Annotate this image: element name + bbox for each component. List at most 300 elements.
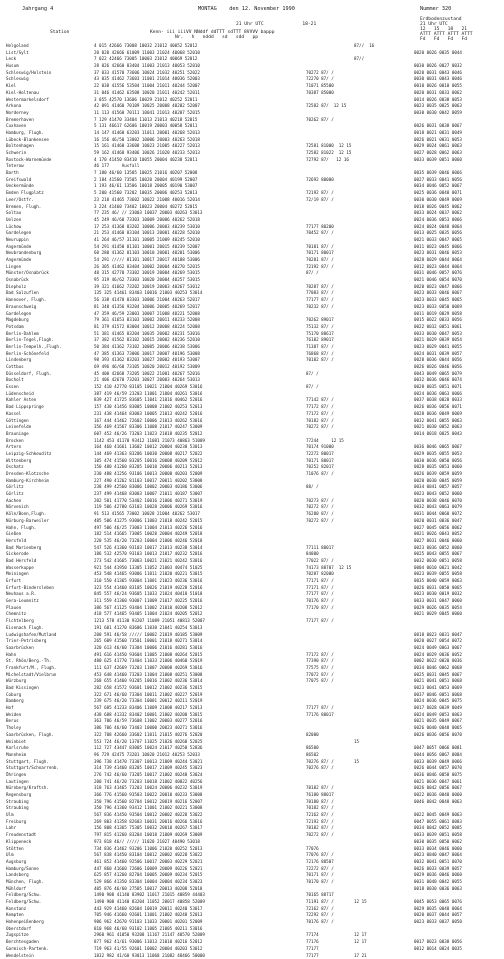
table-row xyxy=(6,444,502,451)
station-name: Cuxhaven xyxy=(6,123,92,130)
synop-group-section3: 70262 87/ / xyxy=(306,117,334,124)
synop-group-main: 77 235 46/ // 23003 10037 20003 40263 53013 xyxy=(94,210,202,217)
table-row xyxy=(6,799,502,806)
table-row xyxy=(6,792,502,799)
synop-group-main: 921 544 41950 13305 11052 21003 40474 51025 xyxy=(94,565,202,572)
synop-group-main: 453 648 41460 73203 11004 21008 40251 53008 xyxy=(94,672,202,679)
soil-temperatures: 0002 0022 0020 0036 xyxy=(414,658,462,665)
table-row xyxy=(6,404,502,411)
soil-temperatures: 0018 0026 0045 0062 xyxy=(414,204,462,211)
station-name: Göttingen xyxy=(6,418,92,425)
station-name: Bocholt xyxy=(6,377,92,384)
synop-group-main: 396 738 41470 73307 10013 21009 40244 53021 xyxy=(94,759,202,766)
table-row xyxy=(6,90,502,97)
station-name: Straubing xyxy=(6,799,92,806)
table-row xyxy=(6,117,502,124)
soil-temperatures: 0023 0035 0025 0063 xyxy=(414,103,462,110)
soil-temperatures: 0029 0024 0061 0063 xyxy=(414,143,462,150)
station-name: Plauen xyxy=(6,605,92,612)
station-name: Leipzig-Schkeuditz xyxy=(6,451,92,458)
synop-group-section3: 77171 87/ / xyxy=(306,585,334,592)
synop-group-main: 227 490 41262 81103 10017 20011 40202 53008 xyxy=(94,478,202,485)
soil-temperatures: 0031 0044 0060 0072 xyxy=(414,511,462,518)
synop-group-main: 182 514 41665 73005 10028 20004 40249 52018 xyxy=(94,531,202,538)
table-row xyxy=(6,953,502,959)
synop-group-main: 16 156 46/50 13002 10006 20003 40263 52018 xyxy=(94,137,200,144)
station-name: Oberstdorf xyxy=(6,926,92,933)
synop-group-main: 56 338 41470 83303 10006 21004 40263 52017 xyxy=(94,297,200,304)
soil-temperatures: 0031 0046 0057 0076 xyxy=(414,270,462,277)
table-row xyxy=(6,665,502,672)
table-row xyxy=(6,926,502,933)
station-name: Lingen xyxy=(6,264,92,271)
soil-temperatures: 0035 0039 0046 0066 xyxy=(414,170,462,177)
synop-group-section3: 77171 87/ / xyxy=(306,578,334,585)
station-name: Görlitz xyxy=(6,491,92,498)
station-name: Stötten xyxy=(6,846,92,853)
soil-temperatures: 0028 0035 0051 0071 xyxy=(414,384,462,391)
synop-group-section3: 87/ / xyxy=(306,384,319,391)
synop-group-main: 2960 961 41050 93208 11167 21147 40570 52009 xyxy=(94,932,205,939)
synop-group-main: 21 253 41460 83104 10013 20001 40228 52010 xyxy=(94,230,200,237)
synop-group-section3: 70174 91000 xyxy=(306,444,334,451)
table-row xyxy=(6,217,502,224)
soil-temperatures: 0023 0041 0053 0069 xyxy=(414,685,462,692)
soil-temperatures: 0024 0024 0048 0064 xyxy=(414,224,462,231)
table-row xyxy=(6,150,502,157)
station-name: Wasserkuppe xyxy=(6,565,92,572)
station-name: Fichtelberg xyxy=(6,618,92,625)
synop-group-main: 28 026 42660 83404 11003 21013 40053 52010 xyxy=(94,63,200,70)
soil-temperatures: 0046 0042 0048 0063 xyxy=(414,799,462,806)
station-name: Arkona xyxy=(6,103,92,110)
issue-number: Nummer 320 xyxy=(420,6,451,12)
station-name: Bad Kissingen xyxy=(6,685,92,692)
soil-temperatures: 0028 0029 0044 0064 xyxy=(414,257,462,264)
synop-group-section3: 86500 xyxy=(306,745,319,752)
synop-group-main: 156 808 41365 75305 10032 20010 40267 53017 xyxy=(94,825,202,832)
synop-group-main: 1490 908 41140 83902 11017 21015 40859 44403 xyxy=(94,892,205,899)
synop-group-main: 405 876 46/60 27505 10017 20013 40208 52018 xyxy=(94,886,202,893)
table-row xyxy=(6,672,502,679)
soil-temperatures: 0018 0023 0031 0047 xyxy=(414,632,462,639)
synop-group-section3: 75132 87/ / xyxy=(306,324,334,331)
table-row xyxy=(6,357,502,364)
synop-group-section3: 77177 80200 xyxy=(306,224,334,231)
station-name: Osnabrück xyxy=(6,277,92,284)
station-name: Münster/Osnabrück xyxy=(6,270,92,277)
soil-temperatures: 0023 0039 0055 0058 xyxy=(414,571,462,578)
synop-group-main: 480 625 41770 73404 11033 21006 40460 52019 xyxy=(94,658,202,665)
soil-temperatures: 0021 0033 0047 0065 xyxy=(414,237,462,244)
table-row xyxy=(6,705,502,712)
table-row xyxy=(6,732,502,739)
synop-group-main: 144 469 41363 83206 10030 20008 40217 52022 xyxy=(94,451,202,458)
synop-group-section3: 70182 87/ / xyxy=(306,418,334,425)
synop-group-main: 497 506 46/25 73003 11004 21013 40226 52016 xyxy=(94,525,202,532)
station-name: Kassel xyxy=(6,411,92,418)
station-name: Lautingen xyxy=(6,779,92,786)
synop-group-section3: 88/ / xyxy=(306,484,319,491)
table-row xyxy=(6,257,502,264)
synop-group-main: 2 184 41560 73505 10020 20004 40199 52007 xyxy=(94,177,197,184)
synop-group-main: 230 488 41256 93106 10013 20008 40203 52009 xyxy=(94,471,202,478)
table-row xyxy=(6,698,502,705)
synop-group-section3: 77575 87/ / xyxy=(306,665,334,672)
table-row xyxy=(6,63,502,70)
synop-group-section3: 70276 87/ / xyxy=(306,759,334,766)
station-name: Karlsruhe xyxy=(6,745,92,752)
synop-group-main: 47 385 41363 73006 10017 20007 40196 53008 xyxy=(94,351,200,358)
soil-temperatures: 0026 0039 0059 0059 xyxy=(414,471,462,478)
synop-group-section3: 70452 87/ / xyxy=(306,230,334,237)
table-row xyxy=(6,932,502,939)
synop-group-main: 26 305 41462 83404 10002 20004 40270 52015 xyxy=(94,264,200,271)
station-name: Hof xyxy=(6,705,92,712)
table-row xyxy=(6,491,502,498)
synop-group-section3: 70182 87/ / xyxy=(306,785,334,792)
remark-hours: 17 21 xyxy=(354,953,367,959)
table-row xyxy=(6,611,502,618)
synop-group-main: 491 616 41450 93604 11005 21008 40264 52015 xyxy=(94,652,202,659)
soil-temperatures: 0033 0030 0047 0053 xyxy=(414,331,462,338)
synop-group-section3: 70171 80017 xyxy=(306,250,334,257)
station-column-header: Station xyxy=(50,30,69,35)
table-row xyxy=(6,525,502,532)
synop-group-main: 200 741 46/20 73203 10018 21002 40022 40256 xyxy=(94,779,202,786)
synop-group-main: 356 469 41567 83306 11008 21017 40247 53009 xyxy=(94,424,202,431)
table-row xyxy=(6,391,502,398)
temp-column-subheader: Fd Fd Fd Fd xyxy=(420,37,467,42)
synop-group-main: 46 177 Ausfall xyxy=(94,163,139,170)
synop-group-main: 986 962 42670 91103 11033 20001 40201 52009 xyxy=(94,919,202,926)
synop-group-section3: 87/ / xyxy=(306,270,319,277)
synop-group-main: 719 963 41/55 92601 10002 20004 40203 53012 xyxy=(94,946,202,953)
issue-date: MONTAG den 12. November 1990 xyxy=(198,6,295,12)
station-name: Berchtesgaden xyxy=(6,939,92,946)
synop-group-section3: 70272 87/ / xyxy=(306,504,334,511)
synop-group-main: 5 131 46617 62606 10019 20003 40058 52011 xyxy=(94,123,197,130)
synop-group-main: 485 506 41275 93006 11003 21018 40242 52015 xyxy=(94,518,202,525)
station-name: Hahn, Flugh. xyxy=(6,525,92,532)
code-column-subheader: Nr. h nddd sd sdd pp xyxy=(175,35,258,40)
table-row xyxy=(6,825,502,832)
station-name: Sickerode xyxy=(6,551,92,558)
table-row xyxy=(6,97,502,104)
table-row xyxy=(6,50,502,57)
station-name: Schwerin xyxy=(6,150,92,157)
synop-group-main: 98 393 41362 83203 10027 20002 40193 53007 xyxy=(94,357,200,364)
table-row xyxy=(6,739,502,746)
synop-group-main: 20 020 42666 61009 11003 21024 40068 52010 xyxy=(94,50,200,57)
synop-group-main: 37 033 41570 73606 10024 21032 40251 52022 xyxy=(94,70,200,77)
synop-group-main: 59 162 41468 93406 10026 21020 40233 52013 xyxy=(94,150,200,157)
station-name: Trier-Petrisberg xyxy=(6,638,92,645)
remark-hours: 15 xyxy=(354,759,359,766)
synop-group-main: 51 381 41465 83204 10035 20002 40231 53016 xyxy=(94,331,200,338)
table-row xyxy=(6,324,502,331)
soil-temperatures: 0020 0031 0033 0062 xyxy=(414,90,462,97)
soil-temperatures: 0026 0036 0056 0071 xyxy=(414,404,462,411)
table-row xyxy=(6,725,502,732)
synop-group-section3: 70180 87/ / xyxy=(306,799,334,806)
station-name: Berlin-Dahlem xyxy=(6,331,92,338)
synop-group-section3: 70182 87/ / xyxy=(306,825,334,832)
station-name: Hannover, Flugh. xyxy=(6,297,92,304)
synop-group-section3: 72/19 87/ / xyxy=(306,197,334,204)
synop-group-main: 734 836 41462 93206 11006 21020 40252 52013 xyxy=(94,846,202,853)
synop-group-section3: 87/ / xyxy=(306,371,319,378)
station-name: Weinbiet xyxy=(6,739,92,746)
station-name: Bamberg xyxy=(6,698,92,705)
station-name: Emden Flugplatz xyxy=(6,190,92,197)
station-name: Lübeck-Blankensee xyxy=(6,137,92,144)
table-row xyxy=(6,879,502,886)
table-row xyxy=(6,692,502,699)
soil-temperatures: 0032 0043 0063 0079 xyxy=(414,504,462,511)
station-name: Meiningen xyxy=(6,571,92,578)
soil-temperatures: 0023 0040 0047 0064 xyxy=(414,852,462,859)
table-row xyxy=(6,852,502,859)
soil-temperatures: 0014 0018 0025 0043 xyxy=(414,431,462,438)
soil-temperatures: 0024 0029 0036 0052 xyxy=(414,652,462,659)
synop-group-main: 547 526 41360 93103 10017 21013 40238 53014 xyxy=(94,545,202,552)
table-row xyxy=(6,899,502,906)
synop-group-main: 447 860 41660 72606 10009 20009 40226 52021 xyxy=(94,866,202,873)
synop-group-section3: 76280 87/ / xyxy=(306,511,334,518)
synop-group-main: 350 796 41560 82704 10012 20019 40216 52007 xyxy=(94,799,202,806)
station-name: Ulm xyxy=(6,812,92,819)
soil-temperatures: 0014 0026 0038 0053 xyxy=(414,97,462,104)
soil-temperatures: 0023 0029 0041 0055 xyxy=(414,344,462,351)
table-row xyxy=(6,270,502,277)
synop-group-main: 48 315 42770 73302 10019 20004 40269 53015 xyxy=(94,270,200,277)
station-name: Lindenberg xyxy=(6,357,92,364)
table-row xyxy=(6,504,502,511)
table-row xyxy=(6,618,502,625)
soil-temperatures: 0034 0041 0057 0057 xyxy=(414,484,462,491)
soil-temperatures: 0021 0029 0039 0054 xyxy=(414,337,462,344)
station-name: Augsburg xyxy=(6,859,92,866)
synop-group-section3: 72792 87/ 12 16 xyxy=(306,157,349,164)
synop-group-section3: 77176 xyxy=(306,939,319,946)
station-name: Bad Lippspringe xyxy=(6,404,92,411)
table-row xyxy=(6,712,502,719)
synop-group-main: 23 210 41465 73602 10022 21008 40016 52014 xyxy=(94,197,200,204)
synop-group-section3: 70176 87/ / xyxy=(306,919,334,926)
synop-group-section3: 70262 89017 xyxy=(306,317,334,324)
synop-group-section3: 77076 87/ / xyxy=(306,852,334,859)
station-name: Lüchow xyxy=(6,224,92,231)
synop-group-main: 839 427 41725 83605 11041 21016 40462 52016 xyxy=(94,397,202,404)
synop-group-section3: 70276 87/ / xyxy=(306,765,334,772)
station-name: Angermünde xyxy=(6,244,92,251)
station-name: Gardelegen xyxy=(6,311,92,318)
soil-temperatures: 0027 0033 0041 0056 xyxy=(414,177,462,184)
synop-group-main: 111 637 42669 73203 11007 20008 40269 53016 xyxy=(94,665,202,672)
table-row xyxy=(6,478,502,485)
soil-temperatures: 0028 0036 0044 0056 xyxy=(414,357,462,364)
table-row xyxy=(6,210,502,217)
table-row xyxy=(6,244,502,251)
table-row xyxy=(6,685,502,692)
synop-group-section3: 77083 87/ / xyxy=(306,290,334,297)
table-row xyxy=(6,157,502,164)
synop-group-main: 79 361 41653 83103 10002 20011 40233 52008 xyxy=(94,317,200,324)
table-row xyxy=(6,866,502,873)
synop-group-section3: 71071 85500 xyxy=(306,83,334,90)
table-row xyxy=(6,264,502,271)
synop-group-section3: 72582 87/ 12 15 xyxy=(306,103,346,110)
soil-temperatures: 0020 0031 0043 0046 xyxy=(414,70,462,77)
soil-temperatures: 0033 0031 0047 0060 xyxy=(414,598,462,605)
soil-temperatures: 0026 0031 0038 0067 xyxy=(414,123,462,130)
synop-group-main: 269 803 41358 82603 10031 20016 40266 53016 xyxy=(94,819,202,826)
synop-group-main: 265 609 41560 73501 10001 21018 40271 53014 xyxy=(94,638,202,645)
synop-group-main: 42 091 41460 70109 10025 20008 40202 52007 xyxy=(94,103,200,110)
table-row xyxy=(6,458,502,465)
synop-group-section3: 82000 xyxy=(306,732,319,739)
station-name: Freiburg xyxy=(6,819,92,826)
synop-group-main: 567 685 41233 83406 11009 21008 40217 52013 xyxy=(94,705,202,712)
soil-temperatures: 0029 0026 0035 0054 xyxy=(414,605,462,612)
station-name: Eisenach Flugh. xyxy=(6,625,92,632)
station-name: Köln/Bonn,Flugh. xyxy=(6,511,92,518)
table-row xyxy=(6,846,502,853)
synop-group-section3: 76868 87/ / xyxy=(306,351,334,358)
table-row xyxy=(6,645,502,652)
soil-temperatures: 0034 0042 0052 0085 xyxy=(414,825,462,832)
table-row xyxy=(6,745,502,752)
synop-group-main: 191 601 41270 83606 11030 21041 40254 53013 xyxy=(94,625,202,632)
soil-temperatures: 0032 0041 0055 0063 xyxy=(414,418,462,425)
synop-group-main: 200 591 46/58 ///// 10002 21019 40185 53009 xyxy=(94,632,202,639)
station-name: Mannheim xyxy=(6,752,92,759)
synop-group-main: 54 291 41450 81101 10001 20015 40239 52007 xyxy=(94,244,200,251)
table-row xyxy=(6,625,502,632)
synop-group-main: 3 224 41460 73402 10023 20004 40272 52015 xyxy=(94,204,197,211)
synop-group-section3: 77111 88017 xyxy=(306,545,334,552)
table-row xyxy=(6,718,502,725)
synop-group-section3: 71076 87/ / xyxy=(306,471,334,478)
soil-temperatures: 0012 0023 0044 0064 xyxy=(414,264,462,271)
synop-group-main: 350 796 41360 93412 11001 21002 40221 53008 xyxy=(94,805,202,812)
station-name: Konstanz xyxy=(6,906,92,913)
station-name: Bad Hersfeld xyxy=(6,558,92,565)
synop-group-main: 4 015 42666 73008 10032 21012 40052 52012 xyxy=(94,43,197,50)
synop-group-section3: 77075 87/ / xyxy=(306,678,334,685)
soil-temperatures: 0029 0036 0046 0060 xyxy=(414,872,462,879)
synop-group-main: 60 280 41362 81103 10010 20001 40201 53006 xyxy=(94,250,200,257)
station-name: Coburg xyxy=(6,692,92,699)
remark-hours: 87// 16 xyxy=(354,43,374,50)
station-name: Feldberg/Schw. xyxy=(6,892,92,899)
soil-temperatures: 0023 0031 0046 0053 xyxy=(414,250,462,257)
station-name: Magdeburg xyxy=(6,317,92,324)
table-row xyxy=(6,43,502,50)
synop-group-section3: 70387 85000 xyxy=(306,90,334,97)
station-name: Wendelstein xyxy=(6,953,92,959)
soil-temperatures: 0027 0045 0056 0062 xyxy=(414,525,462,532)
table-row xyxy=(6,137,502,144)
synop-group-main: 567 836 41450 93504 10012 20002 40228 53022 xyxy=(94,812,202,819)
soil-temperatures: 0023 0036 0052 0060 xyxy=(414,545,462,552)
synop-group-main: 81 379 41572 83004 10012 20008 40224 52008 xyxy=(94,324,200,331)
table-row xyxy=(6,658,502,665)
table-row xyxy=(6,518,502,525)
table-row xyxy=(6,765,502,772)
synop-group-section3: 77177 87/ / xyxy=(306,705,334,712)
table-row xyxy=(6,70,502,77)
station-name: Saarbrücken xyxy=(6,645,92,652)
table-row xyxy=(6,424,502,431)
synop-group-main: 322 708 42660 33602 11011 21015 40276 52020 xyxy=(94,732,202,739)
soil-temperatures: 0032 0030 0051 0058 xyxy=(414,558,462,565)
table-row xyxy=(6,197,502,204)
synop-group-main: 105 474 41560 83205 10016 20008 40209 52012 xyxy=(94,458,202,465)
synop-group-main: 276 742 46/60 73205 10017 21002 40248 53024 xyxy=(94,772,202,779)
soil-temperatures: 0028 0036 0049 0069 xyxy=(414,411,462,418)
soil-temperatures: 0030 0036 0050 0056 xyxy=(414,458,462,465)
synop-group-main: 202 501 41770 53402 10016 21006 40271 53019 xyxy=(94,498,202,505)
table-row xyxy=(6,919,502,926)
synop-group-main: 17 253 41360 83202 10006 20003 40239 53010 xyxy=(94,224,200,231)
soil-temperatures: 0021 0035 0049 0067 xyxy=(414,718,462,725)
synop-group-main: 237 499 41468 83003 10007 21011 40187 53007 xyxy=(94,491,202,498)
table-row xyxy=(6,464,502,471)
synop-group-section3: 70287 87/ / xyxy=(306,284,334,291)
synop-group-main: 386 706 46/60 73403 10000 20023 40271 53016 xyxy=(94,725,202,732)
synop-group-main: 567 838 41450 83104 10012 20002 40228 53022 xyxy=(94,852,202,859)
soil-temperatures: 0029 0035 0055 0053 xyxy=(414,451,462,458)
table-row xyxy=(6,892,502,899)
synop-group-section3: 86502 xyxy=(306,752,319,759)
station-name: Straubing xyxy=(6,805,92,812)
remark-hours: 12 17 xyxy=(354,939,367,946)
station-name: Erfurt xyxy=(6,578,92,585)
synop-group-section3: 70287 82000 xyxy=(306,571,334,578)
synop-group-section3: 77177 87/ / xyxy=(306,618,334,625)
station-name: Berlin-Tempelh.,Flugh. xyxy=(6,344,92,351)
table-row xyxy=(6,752,502,759)
table-row xyxy=(6,545,502,552)
synop-group-main: 31 046 41462 63508 10020 21011 40242 52011 xyxy=(94,90,200,97)
station-name: Leer/Ostfr. xyxy=(6,197,92,204)
synop-group-main: 95 319 46/62 73303 10020 20004 40257 53015 xyxy=(94,277,200,284)
soil-temperatures: 0027 0031 0046 0060 xyxy=(414,538,462,545)
station-name: Berlin-Tegel,Flugh. xyxy=(6,337,92,344)
station-name: Berus xyxy=(6,718,92,725)
table-row xyxy=(6,812,502,819)
table-row xyxy=(6,397,502,404)
table-row xyxy=(6,538,502,545)
synop-group-section3: 70272 87/ / xyxy=(306,424,334,431)
synop-group-main: 167 444 41462 72602 10006 21013 40262 53016 xyxy=(94,418,202,425)
station-name: Saarbrücken, Flugh. xyxy=(6,732,92,739)
table-row xyxy=(6,337,502,344)
soil-temperatures: 0044 0056 0067 0084 xyxy=(414,752,462,759)
code-column-header: Kenn- iii iiiVV NNddf ddTTT sdTTT 8VVVV bappp xyxy=(150,30,274,35)
synop-group-section3: 72192 87/ / xyxy=(306,190,334,197)
synop-group-main: 220 535 46/20 73203 10004 21006 40246 52018 xyxy=(94,538,202,545)
synop-group-main: 112 727 43447 83005 10024 21017 40250 52036 xyxy=(94,745,202,752)
table-row xyxy=(6,163,502,170)
synop-group-section3: 77390 87/ / xyxy=(306,658,334,665)
soil-temperatures: 0020 0037 0044 0057 xyxy=(414,912,462,919)
station-name: Gießen xyxy=(6,531,92,538)
soil-temperatures: 0024 0049 0053 0063 xyxy=(414,712,462,719)
station-name: Würzburg xyxy=(6,678,92,685)
